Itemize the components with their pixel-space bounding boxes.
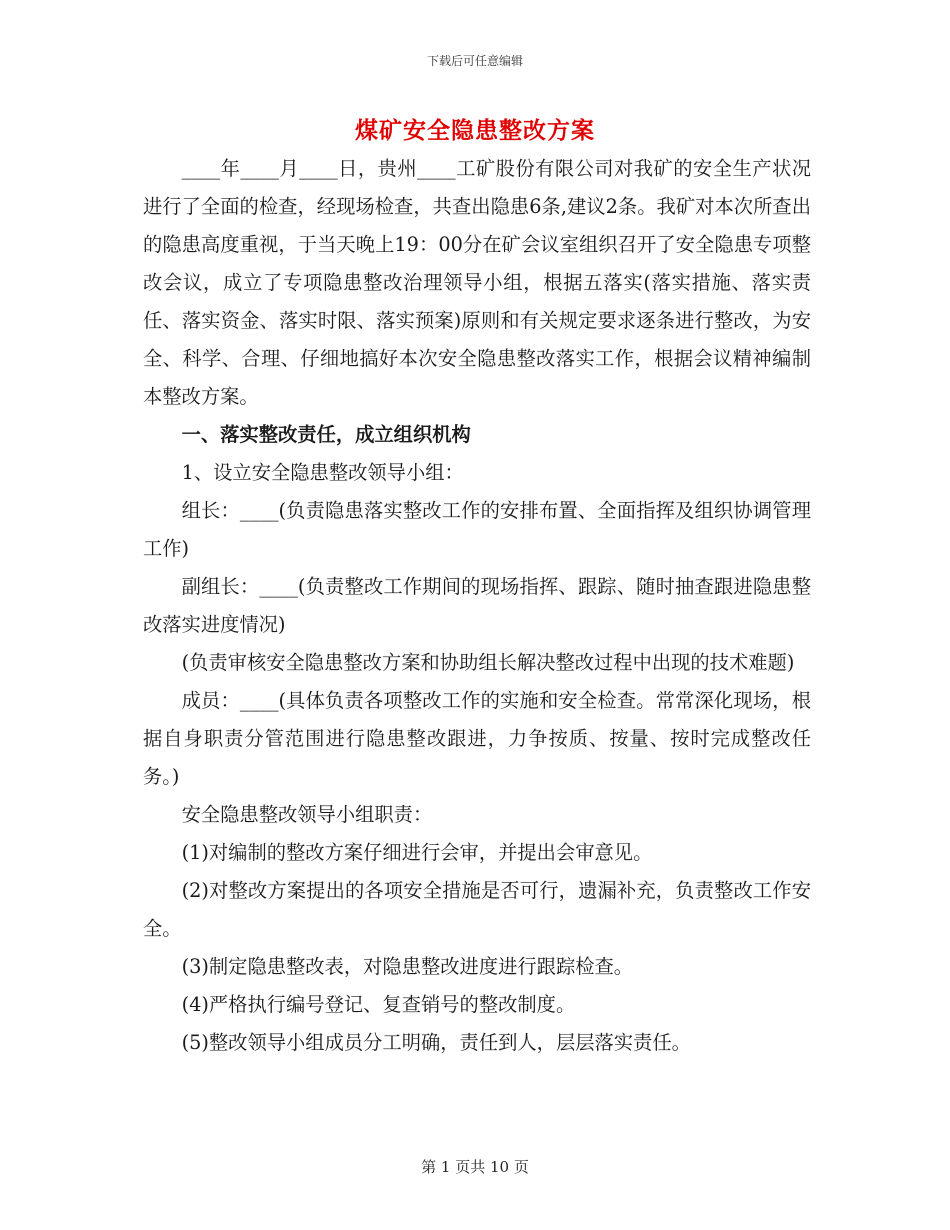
document-body bbox=[143, 150, 811, 1062]
page-footer: 第 1 页共 10 页 bbox=[421, 1158, 529, 1176]
section-heading: 一、落实整改责任，成立组织机构 bbox=[181, 423, 471, 446]
duty-item: (2)对整改方案提出的各项安全措施是否可行，遗漏补充，负责整改工作安全。 bbox=[143, 879, 811, 940]
paragraph-technical: (负责审核安全隐患整改方案和协助组长解决整改过程中出现的技术难题) bbox=[181, 651, 795, 674]
duty-item: (1)对编制的整改方案仔细进行会审，并提出会审意见。 bbox=[181, 841, 653, 864]
document-title: 煤矿安全隐患整改方案 bbox=[355, 117, 595, 144]
paragraph-leader: 组长：____(负责隐患落实整改工作的安排布置、全面指挥及组织协调管理工作) bbox=[143, 499, 811, 560]
paragraph-deputy-leader: 副组长：____(负责整改工作期间的现场指挥、跟踪、随时抽查跟进隐患整改落实进度情况) bbox=[143, 575, 811, 636]
page-header: 下载后可任意编辑 bbox=[426, 54, 523, 68]
intro-paragraph: ____年____月____日，贵州____工矿股份有限公司对我矿的安全生产状况进行了全面的检查，经现场检查，共查出隐患6条,建议2条。我矿对本次所查出的隐患高度重视，于当天晚上19：00分在矿会议室组织召开了安全隐患专项整改会议，成立了专项隐患整改治理领导小组，根据五落实(落实措施、落实责任、落实资金、落实时限、落实预案)原则和有关规定要求逐条进行整改，为安全、科学、合理、仔细地搞好本次安全隐患整改落实工作，根据会议精神编制本整改方案。 bbox=[143, 157, 811, 408]
paragraph-members: 成员：____(具体负责各项整改工作的实施和安全检查。常常深化现场，根据自身职责分管范围进行隐患整改跟进，力争按质、按量、按时完成整改任务。) bbox=[143, 689, 811, 788]
duty-item: (5)整改领导小组成员分工明确，责任到人，层层落实责任。 bbox=[181, 1031, 691, 1054]
duty-item: (4)严格执行编号登记、复查销号的整改制度。 bbox=[181, 993, 576, 1016]
duty-item: (3)制定隐患整改表，对隐患整改进度进行跟踪检查。 bbox=[181, 955, 634, 978]
subsection-heading: 1、设立安全隐患整改领导小组： bbox=[181, 461, 464, 484]
duties-heading: 安全隐患整改领导小组职责： bbox=[181, 803, 433, 826]
